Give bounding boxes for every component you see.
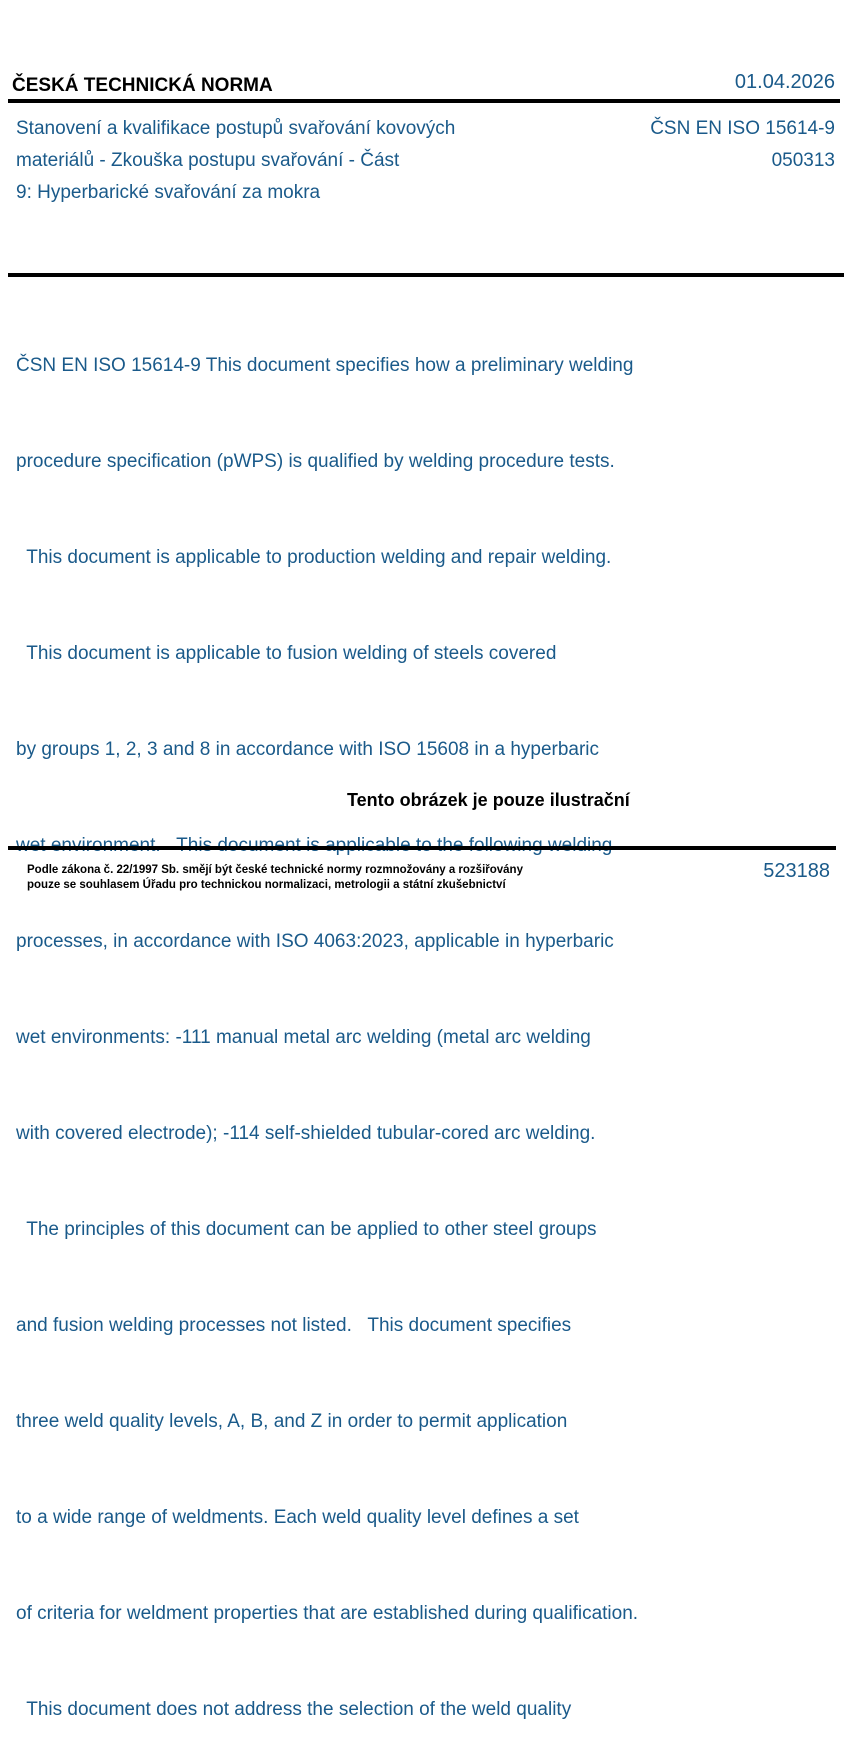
abstract-text (16, 286, 638, 1758)
classification-code: 050313 (771, 150, 835, 171)
abstract-line: This document does not address the selection of the weld quality (16, 1699, 572, 1720)
abstract-line: This document is applicable to fusion welding of steels covered (16, 643, 557, 664)
abstract-line: The principles of this document can be applied to other steel groups (16, 1219, 597, 1240)
abstract-line: and fusion welding processes not listed. This document specifies (16, 1315, 572, 1336)
document-title-line: Stanovení a kvalifikace postupů svařování kovových (16, 118, 456, 139)
title-divider (8, 273, 844, 277)
legal-notice-line: pouze se souhlasem Úřadu pro technickou normalizaci, metrologii a státní zkušebnictví (27, 879, 506, 891)
document-title-line: 9: Hyperbarické svařování za mokra (16, 182, 321, 203)
abstract-line: procedure specification (pWPS) is qualified by welding procedure tests. (16, 451, 615, 472)
abstract-line: ČSN EN ISO 15614-9 This document specifies how a preliminary welding (16, 355, 634, 376)
issue-date: 01.04.2026 (734, 71, 835, 93)
standard-code: ČSN EN ISO 15614-9 (650, 118, 835, 139)
legal-notice-line: Podle zákona č. 22/1997 Sb. smějí být české technické normy rozmnožovány a rozšiřovány (27, 864, 523, 876)
abstract-line: processes, in accordance with ISO 4063:2023, applicable in hyperbaric (16, 931, 614, 952)
standard-identifiers (650, 113, 835, 177)
footer-divider (8, 846, 836, 850)
document-title-line: materiálů - Zkouška postupu svařování - Část (16, 150, 400, 171)
abstract-line: of criteria for weldment properties that are established during qualification. (16, 1603, 639, 1624)
abstract-line: wet environments: -111 manual metal arc welding (metal arc welding (16, 1027, 591, 1048)
abstract-line: by groups 1, 2, 3 and 8 in accordance with ISO 15608 in a hyperbaric (16, 739, 600, 760)
header-title: ČESKÁ TECHNICKÁ NORMA (12, 75, 273, 96)
abstract-line: three weld quality levels, A, B, and Z in order to permit application (16, 1411, 568, 1432)
illustration-note: Tento obrázek je pouze ilustrační (347, 790, 630, 810)
abstract-line: This document is applicable to production welding and repair welding. (16, 547, 612, 568)
legal-notice (27, 863, 523, 893)
header-divider (8, 99, 840, 103)
document-title (16, 113, 536, 209)
abstract-line: to a wide range of weldments. Each weld quality level defines a set (16, 1507, 579, 1528)
document-number: 523188 (763, 860, 830, 882)
abstract-line: with covered electrode); -114 self-shielded tubular-cored arc welding. (16, 1123, 596, 1144)
